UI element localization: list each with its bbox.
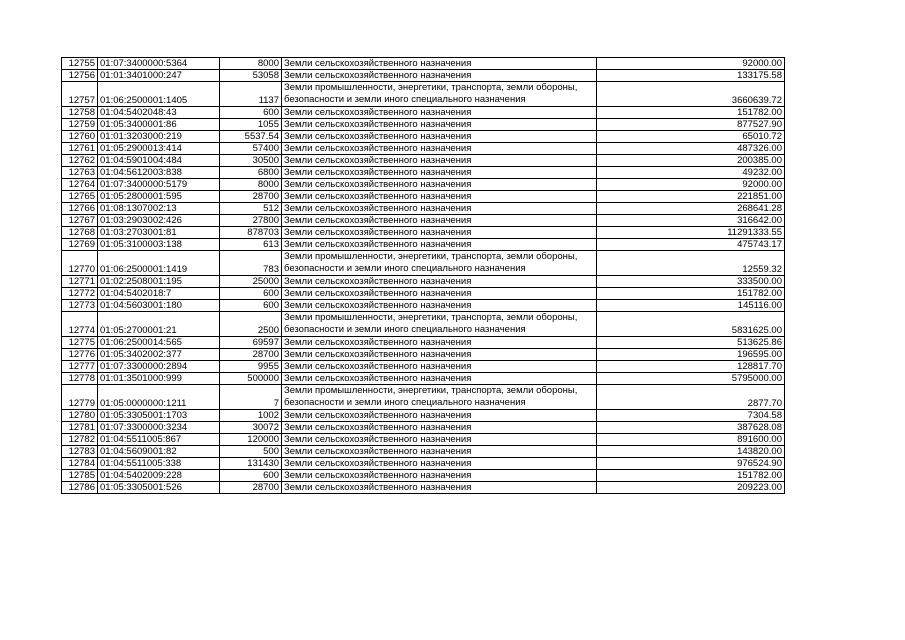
cell-area: 500000 — [220, 373, 282, 385]
cell-row-number: 12762 — [62, 155, 98, 167]
cell-row-number: 12760 — [62, 131, 98, 143]
cell-row-number: 12783 — [62, 446, 98, 458]
cell-cadastral-value: 3660639.72 — [597, 82, 785, 107]
table-row — [62, 434, 785, 446]
table-row — [62, 251, 785, 276]
cell-land-category: Земли сельскохозяйственного назначения — [282, 337, 597, 349]
cell-land-category: Земли сельскохозяйственного назначения — [282, 155, 597, 167]
cell-cadastral-value: 877527.90 — [597, 119, 785, 131]
cell-land-category: Земли сельскохозяйственного назначения — [282, 107, 597, 119]
cell-cadastral-value: 49232.00 — [597, 167, 785, 179]
cell-land-category: Земли сельскохозяйственного назначения — [282, 276, 597, 288]
cell-cadastral-value: 209223.00 — [597, 482, 785, 494]
cell-cadastral-value: 65010.72 — [597, 131, 785, 143]
cell-area: 783 — [220, 251, 282, 276]
cell-cadastral-number: 01:07:3300000:3234 — [98, 422, 220, 434]
cell-area: 69597 — [220, 337, 282, 349]
table-row — [62, 191, 785, 203]
cell-cadastral-value: 151782.00 — [597, 470, 785, 482]
cell-area: 28700 — [220, 482, 282, 494]
table-row — [62, 482, 785, 494]
table-row — [62, 373, 785, 385]
cell-land-category: Земли сельскохозяйственного назначения — [282, 446, 597, 458]
cell-row-number: 12757 — [62, 82, 98, 107]
cell-cadastral-number: 01:07:3300000:2894 — [98, 361, 220, 373]
table-row — [62, 300, 785, 312]
cell-area: 5537.54 — [220, 131, 282, 143]
cell-row-number: 12767 — [62, 215, 98, 227]
table-row — [62, 349, 785, 361]
cell-cadastral-number: 01:03:2703001:81 — [98, 227, 220, 239]
cell-row-number: 12765 — [62, 191, 98, 203]
cell-area: 500 — [220, 446, 282, 458]
cell-row-number: 12780 — [62, 410, 98, 422]
cell-land-category: Земли сельскохозяйственного назначения — [282, 131, 597, 143]
cell-cadastral-number: 01:08:1307002:13 — [98, 203, 220, 215]
cell-row-number: 12786 — [62, 482, 98, 494]
cell-area: 1137 — [220, 82, 282, 107]
cell-area: 8000 — [220, 179, 282, 191]
cell-cadastral-value: 196595.00 — [597, 349, 785, 361]
cell-cadastral-number: 01:06:2500014:565 — [98, 337, 220, 349]
cell-cadastral-value: 92000.00 — [597, 58, 785, 70]
cell-cadastral-number: 01:03:2903002:426 — [98, 215, 220, 227]
cell-area: 600 — [220, 300, 282, 312]
table-row — [62, 276, 785, 288]
cell-area: 878703 — [220, 227, 282, 239]
cell-area: 6800 — [220, 167, 282, 179]
cell-cadastral-number: 01:04:5511005:338 — [98, 458, 220, 470]
table-row — [62, 239, 785, 251]
cell-cadastral-value: 11291333.55 — [597, 227, 785, 239]
cell-cadastral-number: 01:04:5901004:484 — [98, 155, 220, 167]
table-row — [62, 119, 785, 131]
cell-row-number: 12771 — [62, 276, 98, 288]
table-row — [62, 203, 785, 215]
cell-cadastral-number: 01:01:3401000:247 — [98, 70, 220, 82]
cell-cadastral-number: 01:05:2900013:414 — [98, 143, 220, 155]
table-row — [62, 70, 785, 82]
cell-cadastral-value: 333500.00 — [597, 276, 785, 288]
cell-area: 600 — [220, 107, 282, 119]
table-row — [62, 422, 785, 434]
cell-land-category: Земли промышленности, энергетики, транспорта, земли обороны, безопасности и земли иного специального назначения — [282, 312, 597, 337]
cell-cadastral-number: 01:05:3400001:86 — [98, 119, 220, 131]
table-row — [62, 458, 785, 470]
cell-cadastral-number: 01:04:5603001:180 — [98, 300, 220, 312]
cell-cadastral-number: 01:07:3400000:5364 — [98, 58, 220, 70]
cell-land-category: Земли сельскохозяйственного назначения — [282, 349, 597, 361]
cell-area: 7 — [220, 385, 282, 410]
cell-land-category: Земли промышленности, энергетики, транспорта, земли обороны, безопасности и земли иного специального назначения — [282, 385, 597, 410]
table-row — [62, 215, 785, 227]
cell-row-number: 12776 — [62, 349, 98, 361]
cell-row-number: 12785 — [62, 470, 98, 482]
table-row — [62, 107, 785, 119]
cell-row-number: 12774 — [62, 312, 98, 337]
table-row — [62, 312, 785, 337]
cell-cadastral-value: 5831625.00 — [597, 312, 785, 337]
table-row — [62, 288, 785, 300]
cell-area: 1002 — [220, 410, 282, 422]
cell-land-category: Земли промышленности, энергетики, транспорта, земли обороны, безопасности и земли иного специального назначения — [282, 251, 597, 276]
cell-area: 28700 — [220, 349, 282, 361]
table-row — [62, 227, 785, 239]
cell-area: 57400 — [220, 143, 282, 155]
cell-land-category: Земли сельскохозяйственного назначения — [282, 288, 597, 300]
cell-area: 512 — [220, 203, 282, 215]
cell-cadastral-number: 01:06:2500001:1405 — [98, 82, 220, 107]
cell-cadastral-value: 316642.00 — [597, 215, 785, 227]
cell-land-category: Земли сельскохозяйственного назначения — [282, 239, 597, 251]
cell-cadastral-value: 5795000.00 — [597, 373, 785, 385]
cell-row-number: 12781 — [62, 422, 98, 434]
cell-cadastral-value: 200385.00 — [597, 155, 785, 167]
table-row — [62, 167, 785, 179]
cell-row-number: 12770 — [62, 251, 98, 276]
cell-cadastral-value: 976524.90 — [597, 458, 785, 470]
cell-land-category: Земли сельскохозяйственного назначения — [282, 191, 597, 203]
cell-land-category: Земли сельскохозяйственного назначения — [282, 410, 597, 422]
cell-cadastral-value: 487326.00 — [597, 143, 785, 155]
cell-area: 9955 — [220, 361, 282, 373]
cell-land-category: Земли сельскохозяйственного назначения — [282, 70, 597, 82]
cell-land-category: Земли сельскохозяйственного назначения — [282, 482, 597, 494]
cell-cadastral-number: 01:05:3305001:526 — [98, 482, 220, 494]
cell-area: 53058 — [220, 70, 282, 82]
cell-area: 25000 — [220, 276, 282, 288]
cell-area: 8000 — [220, 58, 282, 70]
land-registry-table-body — [62, 58, 785, 494]
cell-land-category: Земли сельскохозяйственного назначения — [282, 215, 597, 227]
cell-land-category: Земли сельскохозяйственного назначения — [282, 143, 597, 155]
cell-row-number: 12782 — [62, 434, 98, 446]
cell-cadastral-value: 891600.00 — [597, 434, 785, 446]
cell-cadastral-value: 2877.70 — [597, 385, 785, 410]
table-row — [62, 410, 785, 422]
cell-row-number: 12756 — [62, 70, 98, 82]
table-row — [62, 143, 785, 155]
cell-cadastral-value: 12559.32 — [597, 251, 785, 276]
cell-cadastral-number: 01:05:3402002:377 — [98, 349, 220, 361]
cell-row-number: 12775 — [62, 337, 98, 349]
cell-cadastral-value: 513625.86 — [597, 337, 785, 349]
cell-land-category: Земли сельскохозяйственного назначения — [282, 470, 597, 482]
cell-row-number: 12772 — [62, 288, 98, 300]
cell-cadastral-value: 145116.00 — [597, 300, 785, 312]
cell-land-category: Земли сельскохозяйственного назначения — [282, 58, 597, 70]
cell-cadastral-number: 01:04:5511005:867 — [98, 434, 220, 446]
cell-cadastral-number: 01:07:3400000:5179 — [98, 179, 220, 191]
cell-area: 613 — [220, 239, 282, 251]
table-row — [62, 470, 785, 482]
cell-land-category: Земли сельскохозяйственного назначения — [282, 373, 597, 385]
cell-area: 120000 — [220, 434, 282, 446]
cell-area: 600 — [220, 288, 282, 300]
cell-area: 600 — [220, 470, 282, 482]
table-row — [62, 155, 785, 167]
cell-cadastral-number: 01:05:2800001:595 — [98, 191, 220, 203]
cell-cadastral-value: 92000.00 — [597, 179, 785, 191]
table-row — [62, 446, 785, 458]
cell-land-category: Земли сельскохозяйственного назначения — [282, 227, 597, 239]
cell-cadastral-value: 151782.00 — [597, 288, 785, 300]
table-row — [62, 131, 785, 143]
cell-cadastral-number: 01:01:3501000:999 — [98, 373, 220, 385]
cell-row-number: 12759 — [62, 119, 98, 131]
land-registry-table — [61, 57, 785, 494]
cell-land-category: Земли сельскохозяйственного назначения — [282, 203, 597, 215]
cell-land-category: Земли сельскохозяйственного назначения — [282, 422, 597, 434]
cell-land-category: Земли сельскохозяйственного назначения — [282, 167, 597, 179]
cell-cadastral-number: 01:04:5402018:7 — [98, 288, 220, 300]
table-row — [62, 58, 785, 70]
cell-cadastral-value: 151782.00 — [597, 107, 785, 119]
cell-cadastral-number: 01:01:3203000:219 — [98, 131, 220, 143]
cell-row-number: 12755 — [62, 58, 98, 70]
cell-cadastral-value: 268641.28 — [597, 203, 785, 215]
cell-cadastral-number: 01:04:5612003:838 — [98, 167, 220, 179]
cell-cadastral-number: 01:04:5609001:82 — [98, 446, 220, 458]
cell-cadastral-number: 01:06:2500001:1419 — [98, 251, 220, 276]
table-row — [62, 337, 785, 349]
cell-cadastral-number: 01:05:3100003:138 — [98, 239, 220, 251]
cell-row-number: 12777 — [62, 361, 98, 373]
table-row — [62, 385, 785, 410]
cell-row-number: 12763 — [62, 167, 98, 179]
cell-area: 30500 — [220, 155, 282, 167]
cell-area: 131430 — [220, 458, 282, 470]
cell-cadastral-value: 387628.08 — [597, 422, 785, 434]
cell-land-category: Земли сельскохозяйственного назначения — [282, 300, 597, 312]
cell-cadastral-number: 01:05:0000000:1211 — [98, 385, 220, 410]
cell-row-number: 12758 — [62, 107, 98, 119]
cell-row-number: 12778 — [62, 373, 98, 385]
table-row — [62, 82, 785, 107]
cell-land-category: Земли сельскохозяйственного назначения — [282, 361, 597, 373]
cell-cadastral-number: 01:02:2508001:195 — [98, 276, 220, 288]
cell-land-category: Земли промышленности, энергетики, транспорта, земли обороны, безопасности и земли иного специального назначения — [282, 82, 597, 107]
cell-cadastral-number: 01:05:2700001:21 — [98, 312, 220, 337]
cell-cadastral-value: 7304.58 — [597, 410, 785, 422]
cell-row-number: 12768 — [62, 227, 98, 239]
cell-area: 30072 — [220, 422, 282, 434]
cell-row-number: 12779 — [62, 385, 98, 410]
cell-land-category: Земли сельскохозяйственного назначения — [282, 458, 597, 470]
cell-row-number: 12773 — [62, 300, 98, 312]
cell-row-number: 12761 — [62, 143, 98, 155]
cell-cadastral-number: 01:04:5402048:43 — [98, 107, 220, 119]
cell-area: 2500 — [220, 312, 282, 337]
cell-cadastral-number: 01:05:3305001:1703 — [98, 410, 220, 422]
cell-area: 1055 — [220, 119, 282, 131]
cell-area: 28700 — [220, 191, 282, 203]
cell-row-number: 12764 — [62, 179, 98, 191]
table-row — [62, 361, 785, 373]
cell-cadastral-value: 475743.17 — [597, 239, 785, 251]
cell-land-category: Земли сельскохозяйственного назначения — [282, 434, 597, 446]
cell-row-number: 12769 — [62, 239, 98, 251]
cell-row-number: 12784 — [62, 458, 98, 470]
cell-cadastral-number: 01:04:5402009:228 — [98, 470, 220, 482]
cell-land-category: Земли сельскохозяйственного назначения — [282, 179, 597, 191]
cell-cadastral-value: 128817.70 — [597, 361, 785, 373]
cell-land-category: Земли сельскохозяйственного назначения — [282, 119, 597, 131]
cell-cadastral-value: 133175.58 — [597, 70, 785, 82]
cell-area: 27800 — [220, 215, 282, 227]
cell-row-number: 12766 — [62, 203, 98, 215]
cell-cadastral-value: 221851.00 — [597, 191, 785, 203]
cell-cadastral-value: 143820.00 — [597, 446, 785, 458]
table-row — [62, 179, 785, 191]
